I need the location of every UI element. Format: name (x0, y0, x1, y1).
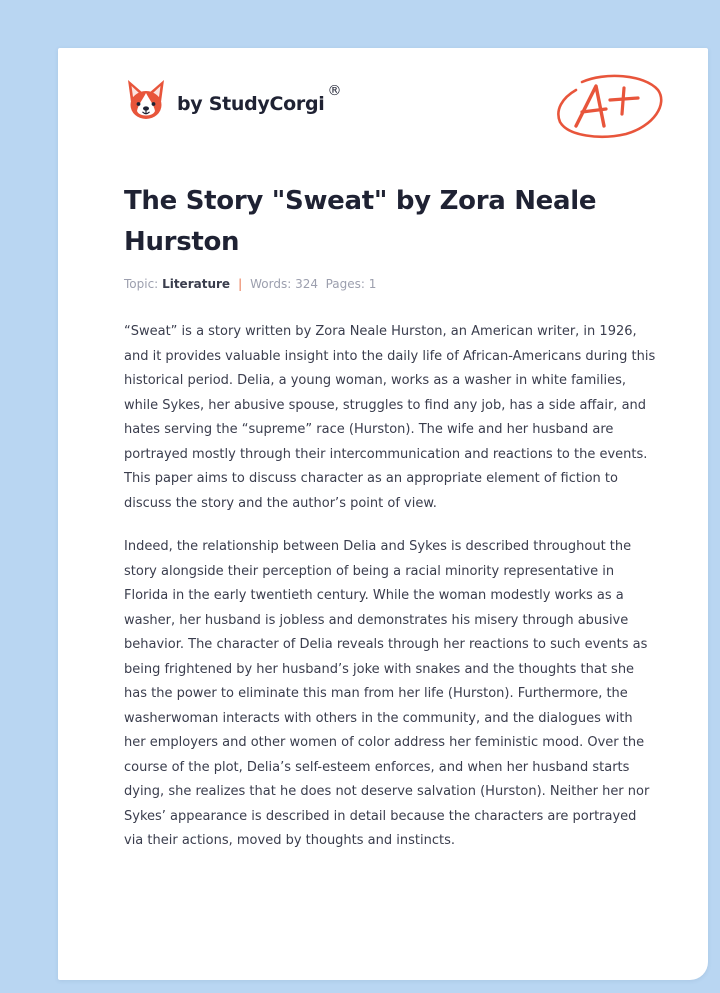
topic-value[interactable]: Literature (162, 277, 231, 291)
a-plus-grade-icon (552, 70, 668, 144)
corgi-logo-icon (124, 78, 168, 122)
registered-mark: ® (327, 83, 342, 99)
brand-header[interactable] (124, 78, 341, 122)
brand-name: by StudyCorgi (177, 93, 325, 115)
meta-separator: | (238, 277, 243, 291)
essay-body (124, 320, 656, 873)
topic-label: Topic: (124, 277, 159, 291)
essay-title: The Story "Sweat" by Zora Neale Hurston (124, 186, 597, 257)
essay-meta (124, 277, 376, 291)
page-count: Pages: 1 (325, 277, 377, 291)
essay-paragraph: Indeed, the relationship between Delia and Sykes is described throughout the story alongside their perception of being a racial minority representative in Florida in the early twentieth century. While the woman modestly works as a washer, her husband is jobless and demonstrates his misery through abusive behavior. The character of Delia reveals through her reactions to such events as being frightened by her husband’s joke with snakes and the thoughts that she has the power to eliminate this man from her life (Hurston). Furthermore, the washerwoman interacts with others in the community, and the dialogues with her employers and other women of color address her feministic mood. Over the course of the plot, Delia’s self-esteem enforces, and when her husband starts dying, she realizes that he does not deserve salvation (Hurston). Neither her nor Sykes’ appearance is described in detail because the characters are portrayed via their actions, moved by thoughts and instincts. (124, 539, 650, 848)
word-count: Words: 324 (250, 277, 318, 291)
essay-paragraph: “Sweat” is a story written by Zora Neale Hurston, an American writer, in 1926, and it provides valuable insight into the daily life of African-Americans during this historical period. Delia, a young woman, works as a washer in white families, while Sykes, her abusive spouse, struggles to find any job, has a side affair, and hates serving the “supreme” race (Hurston). The wife and her husband are portrayed mostly through their intercommunication and reactions to the events. This paper aims to discuss character as an appropriate element of fiction to discuss the story and the author’s point of view. (124, 324, 656, 511)
